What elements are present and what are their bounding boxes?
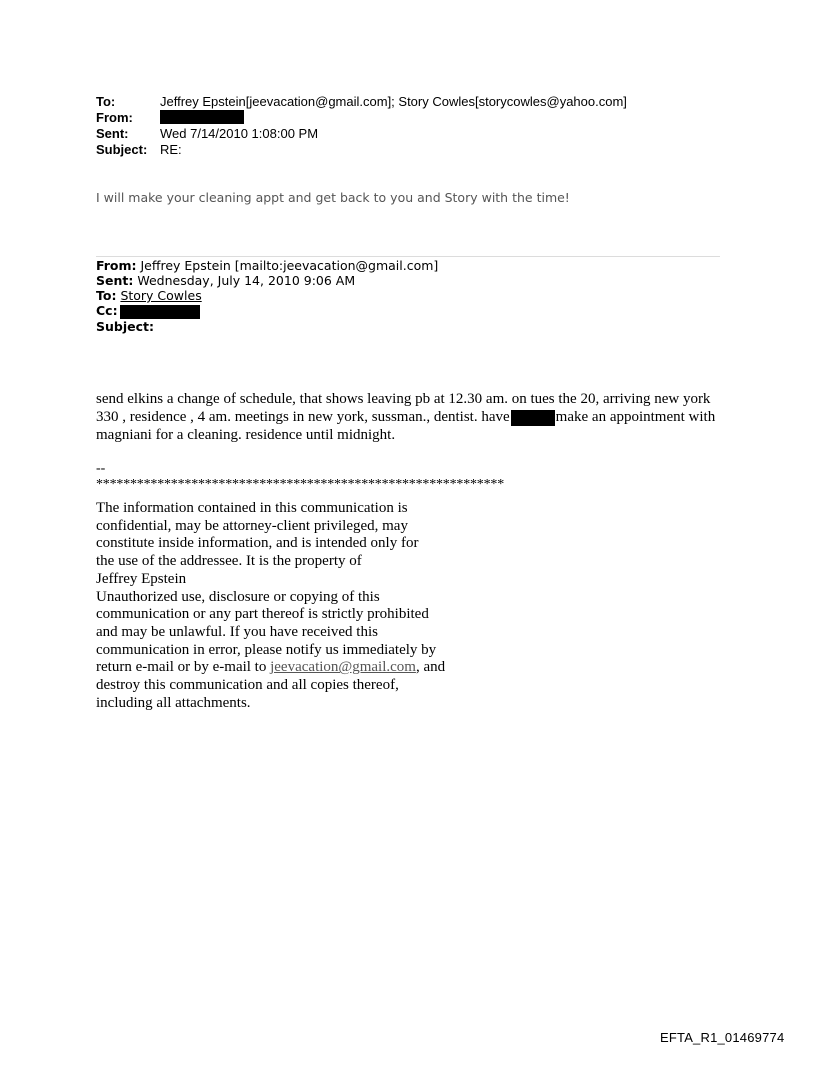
quoted-header (96, 258, 438, 334)
document-id: EFTA_R1_01469774 (660, 1030, 785, 1045)
quoted-to-value[interactable]: Story Cowles (120, 288, 202, 303)
quoted-sent-row (96, 273, 438, 288)
quoted-from-value: Jeffrey Epstein [mailto:jeevacation@gmail.com] (136, 258, 439, 273)
disclaimer (96, 500, 496, 712)
quoted-sent-value: Wednesday, July 14, 2010 9:06 AM (133, 273, 356, 288)
quoted-subject-label: Subject: (96, 318, 154, 334)
quoted-to-label: To: (96, 288, 117, 303)
redaction-bar (120, 305, 200, 319)
reply-text: I will make your cleaning appt and get back to you and Story with the time! (96, 190, 570, 205)
subject-label: Subject: (96, 142, 148, 157)
divider (96, 256, 720, 257)
signature-dash: -- (96, 461, 106, 476)
quoted-cc-row (96, 303, 438, 319)
quoted-subject-row (96, 319, 438, 334)
sent-label: Sent: (96, 126, 129, 141)
from-label: From: (96, 110, 133, 125)
subject-row (96, 142, 627, 158)
disclaimer-text: , and (415, 659, 446, 676)
disclaimer-line: confidential, may be attorney-client privileged, may (96, 517, 408, 534)
disclaimer-line (96, 659, 496, 677)
disclaimer-line: and may be unlawful. If you have received this (96, 623, 378, 640)
disclaimer-line: communication or any part thereof is strictly prohibited (96, 606, 429, 623)
disclaimer-line: constitute inside information, and is intended only for (96, 535, 419, 552)
to-row (96, 94, 627, 110)
disclaimer-line: The information contained in this communication is (96, 500, 408, 516)
body-text-part2: make an appointment with magniani for a cleaning. residence until midnight. (96, 409, 716, 443)
email-link[interactable]: jeevacation@gmail.com (270, 659, 416, 676)
body-text-part1: send elkins a change of schedule, that shows leaving pb at 12.30 am. on tues the 20, arriving new york 330 , residence , 4 am. meetings in new york, sussman., dentist. have (96, 391, 711, 425)
subject-value: RE: (160, 142, 182, 157)
quoted-from-row (96, 258, 438, 273)
email-header (96, 94, 627, 158)
disclaimer-text: return e-mail or by e-mail to (96, 659, 271, 676)
disclaimer-line: communication in error, please notify us immediately by (96, 641, 437, 658)
disclaimer-line: destroy this communication and all copies thereof, (96, 677, 399, 694)
disclaimer-line: Unauthorized use, disclosure or copying of this (96, 588, 380, 605)
quoted-to-row (96, 288, 438, 303)
message-body (96, 390, 716, 444)
from-row (96, 110, 627, 126)
redaction-bar (160, 110, 244, 124)
to-label: To: (96, 94, 116, 109)
disclaimer-line: including all attachments. (96, 694, 251, 711)
sent-value: Wed 7/14/2010 1:08:00 PM (160, 126, 319, 141)
disclaimer-line: the use of the addressee. It is the property of (96, 553, 362, 570)
disclaimer-line: Jeffrey Epstein (96, 570, 187, 587)
redaction-bar (511, 410, 555, 426)
signature-stars: ************************************************************ (96, 477, 505, 492)
quoted-cc-label: Cc: (96, 303, 118, 318)
quoted-from-label: From: (96, 258, 137, 273)
to-value: Jeffrey Epstein[jeevacation@gmail.com]; Story Cowles[storycowles@yahoo.com] (160, 94, 627, 109)
quoted-sent-label: Sent: (96, 273, 134, 288)
sent-row (96, 126, 627, 142)
